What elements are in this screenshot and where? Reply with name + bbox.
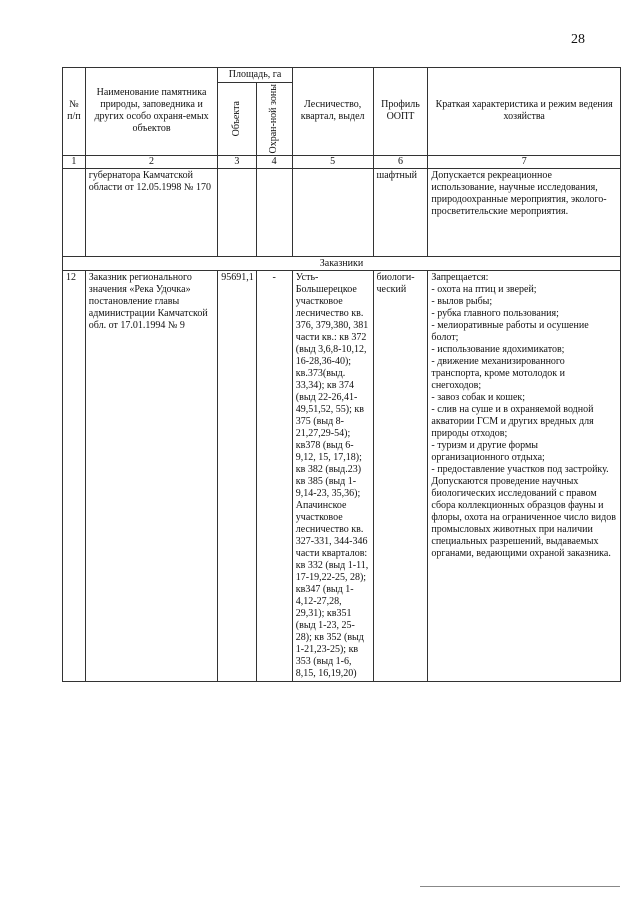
page-number: 28: [571, 32, 585, 47]
row-profile: шафтный: [373, 168, 428, 256]
row-name: Заказник регионального значения «Река Удочка» постановление главы администрации Камчатской обл. от 17.01.1994 № 9: [85, 270, 218, 681]
column-number: 7: [428, 155, 621, 168]
column-number: 3: [218, 155, 256, 168]
header-area-object-cell: [218, 83, 256, 156]
table-row: [63, 168, 621, 256]
row-num: [63, 168, 86, 256]
header-area-zone-cell: [256, 83, 292, 156]
header-forestry: Лесничество, квартал, выдел: [292, 68, 373, 156]
header-area: Площадь, га: [218, 68, 293, 83]
column-number: 5: [292, 155, 373, 168]
column-number: 1: [63, 155, 86, 168]
footer-rule: [420, 886, 620, 887]
section-title: Заказники: [63, 256, 621, 270]
row-forestry: [292, 168, 373, 256]
row-forestry: Усть-Большерецкое участковое лесничество кв. 376, 379,380, 381 части кв.: кв 372 (выд 3,6,8-10,12, 16-28,36-40); кв.373(выд. 33,34); кв 374 (выд 22-26,41-49,51,52, 55); кв 375 (выд 8-21,27,29-54); кв378 (выд 6-9,12, 15, 17,18); кв 382 (выд.23) кв 385 (выд 1-9,14-23, 35,36); Апачинское участковое лесничество кв. 327-331, 344-346 части кварталов: кв 332 (выд 1-11, 17-19,22-25, 28); кв347 (выд 1-4,12-27,28, 29,31); кв351 (выд 1-23, 25-28); кв 352 (выд 1-21,23-25); кв 353 (выд 1-6, 8,15, 16,19,20): [292, 270, 373, 681]
column-number-row: [63, 155, 621, 168]
header-profile: Профиль ООПТ: [373, 68, 428, 156]
row-area-object: [218, 168, 256, 256]
row-area-zone: -: [256, 270, 292, 681]
header-area-object: Объекта: [230, 101, 242, 137]
header-num: № п/п: [63, 68, 86, 156]
row-area-zone: [256, 168, 292, 256]
row-description: Запрещается: - охота на птиц и зверей; - вылов рыбы; - рубка главного пользования; - мелиоративные работы и осушение болот; - использование ядохимикатов; - движение механизированного транспорта, кроме мотолодок и снегоходов; - завоз собак и кошек; - слив на суше и в охраняемой водной акватории ГСМ и других вредных для природы отходов; - туризм и другие формы организационного отдыха; - предоставление участков под застройку. Допускаются проведение научных биологических исследований с правом сбора коллекционных образцов фауны и флоры, охота на ограниченное число видов промысловых животных при наличии специальных разрешений, выдаваемых органами, ведающими охраной заказника.: [428, 270, 621, 681]
row-num: 12: [63, 270, 86, 681]
row-area-object: 95691,1: [218, 270, 256, 681]
table-row: [63, 270, 621, 681]
protected-areas-table: [62, 67, 621, 682]
section-row: [63, 256, 621, 270]
row-description: Допускается рекреационное использование, научные исследования, природоохранные мероприятия, эколого-просветительские мероприятия.: [428, 168, 621, 256]
column-number: 6: [373, 155, 428, 168]
table-header-row: [63, 68, 621, 83]
column-number: 2: [85, 155, 218, 168]
row-name: губернатора Камчатской области от 12.05.1998 № 170: [85, 168, 218, 256]
header-name: Наименование памятника природы, заповедника и других особо охраня-емых объектов: [85, 68, 218, 156]
row-profile: биологи-ческий: [373, 270, 428, 681]
header-description: Краткая характеристика и режим ведения хозяйства: [428, 68, 621, 156]
column-number: 4: [256, 155, 292, 168]
header-area-zone: Охран-ной зоны: [268, 84, 280, 154]
